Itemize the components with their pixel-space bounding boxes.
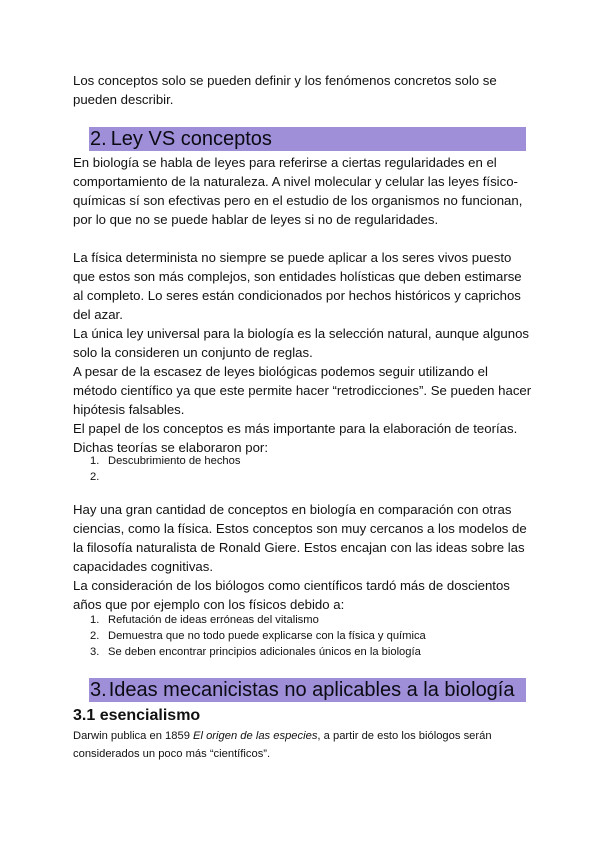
section-2-paragraph-3: La única ley universal para la biología es la selección natural, aunque algunos solo la consideren un conjunto de reglas. <box>73 326 530 360</box>
section-2-paragraph-2: La física determinista no siempre se puede aplicar a los seres vivos puesto que estos son más complejos, son entidades holísticas que deben estimarse al completo. Lo seres están condicionados por hechos históricos y caprichos del azar. <box>73 250 522 322</box>
section-2-paragraph-1: En biología se habla de leyes para referirse a ciertas regularidades en el comportamiento de la naturaleza. A nivel molecular y celular las leyes físico-químicas sí son efectivas pero en el estudio de los organismos no funcionan, por lo que no se puede hablar de leyes si no de regularidades. <box>73 155 523 227</box>
section-2-paragraph-7: La consideración de los biólogos como científicos tardó más de doscientos años que por ejemplo con los físicos debido a: <box>73 578 510 612</box>
intro-paragraph: Los conceptos solo se pueden definir y los fenómenos concretos solo se pueden describir. <box>73 73 497 107</box>
section-2-title: Ley VS conceptos <box>110 128 272 150</box>
section-2-number: 2. <box>90 128 107 150</box>
list-item: 2. Demuestra que no todo puede explicarse con la física y química <box>90 630 426 642</box>
list-item: 1. Refutación de ideas erróneas del vitalismo <box>90 614 319 626</box>
section-3-title: Ideas mecanicistas no aplicables a la biología <box>108 679 515 701</box>
list-item: 1. Descubrimiento de hechos <box>90 455 241 467</box>
section-3-number: 3. <box>90 679 107 701</box>
section-2-paragraph-4: A pesar de la escasez de leyes biológicas podemos seguir utilizando el método científico ya que este permite hacer “retrodicciones”. Se pueden hacer hipótesis falsables. <box>73 364 532 417</box>
subsection-3-1-title: 3.1 esencialismo <box>73 707 201 724</box>
section-3-heading <box>89 678 526 702</box>
reasons-list <box>73 612 426 660</box>
book-title: El origen de las especies <box>193 730 318 742</box>
section-2-paragraph-5: El papel de los conceptos es más importante para la elaboración de teorías. Dichas teorías se elaboraron por: <box>73 421 518 455</box>
subsection-3-1-paragraph: Darwin publica en 1859 El origen de las especies, a partir de esto los biólogos serán considerados un poco más “científicos”. <box>73 730 492 760</box>
section-2-paragraph-6: Hay una gran cantidad de conceptos en biología en comparación con otras ciencias, como la física. Estos conceptos son muy cercanos a los modelos de la filosofía naturalista de Ronald Giere. Estos encajan con las ideas sobre las capacidades cognitivas. <box>73 502 527 574</box>
theory-steps-list <box>73 453 240 485</box>
section-2-heading <box>89 127 526 151</box>
list-item: 2. <box>90 471 100 483</box>
list-item: 3. Se deben encontrar principios adicionales únicos en la biología <box>90 646 421 658</box>
